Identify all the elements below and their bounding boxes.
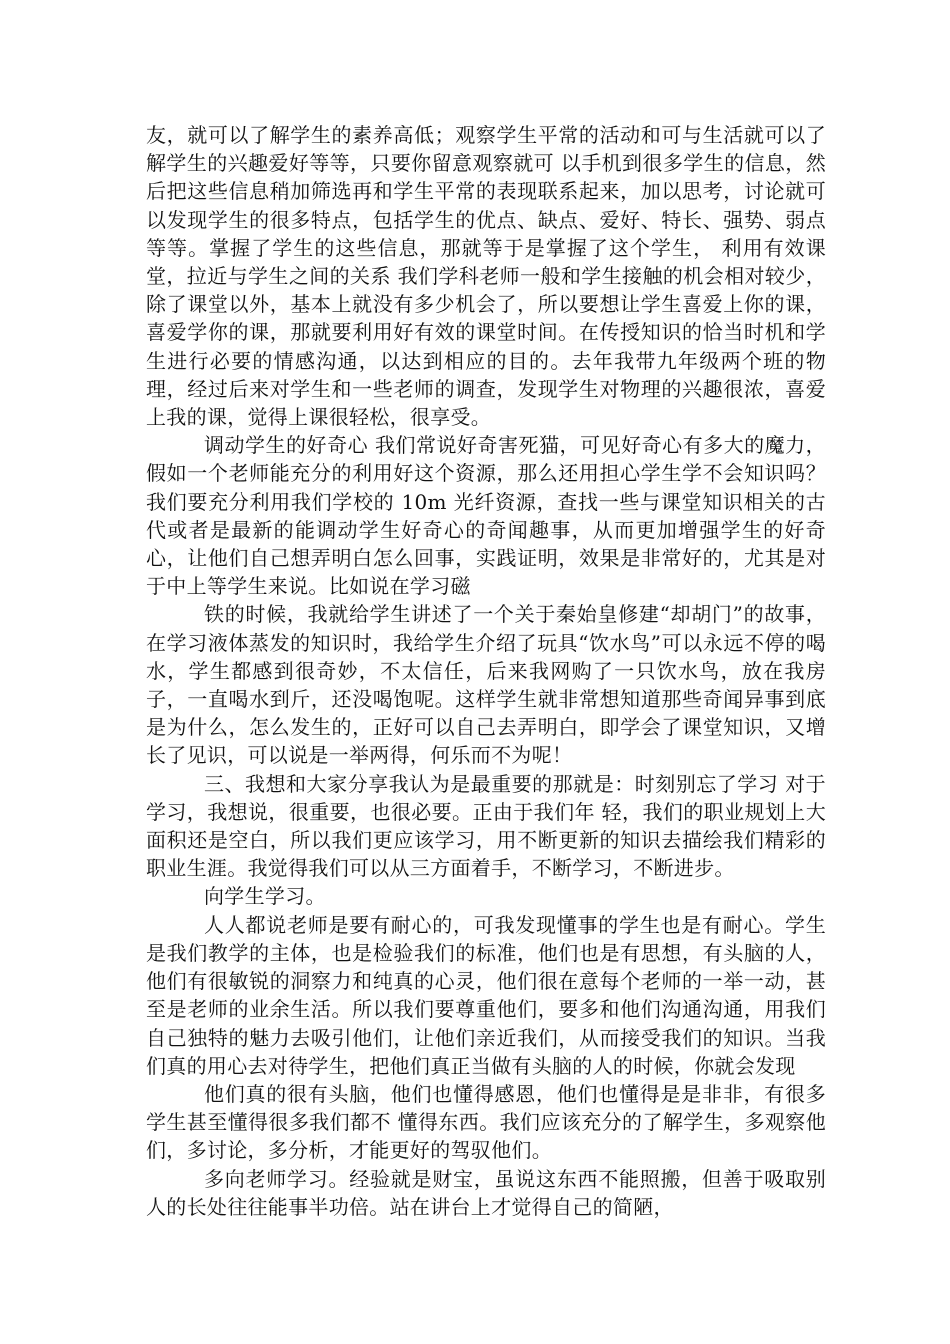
paragraph: 他们真的很有头脑，他们也懂得感恩，他们也懂得是是非非，有很多学生甚至懂得很多我们都不 懂得东西。我们应该充分的了解学生，多观察他们，多讨论，多分析，才能更好的驾驭他们。 <box>146 1081 826 1163</box>
document-page <box>146 121 826 1221</box>
paragraph: 向学生学习。 <box>204 884 326 909</box>
paragraph: 三、我想和大家分享我认为是最重要的那就是：时刻别忘了学习 对于学习，我想说，很重要，也很必要。正由于我们年 轻，我们的职业规划上大面积还是空白，所以我们更应该学习，用不断更新的知识去描绘我们精彩的职业生涯。我觉得我们可以从三方面着手，不断学习，不断进步。 <box>146 771 826 881</box>
paragraph: 调动学生的好奇心 我们常说好奇害死猫，可见好奇心有多大的魔力，假如一个老师能充分的利用好这个资源，那么还用担心学生学不会知识吗？我们要充分利用我们学校的 10m 光纤资源，查找一些与课堂知识相关的古代或者是最新的能调动学生好奇心的奇闻趣事，从而更加增强学生的好奇心，让他们自己想弄明白怎么回事，实践证明，效果是非常好的，尤其是对于中上等学生来说。比如说在学习磁 <box>146 433 826 599</box>
paragraph: 多向老师学习。经验就是财宝，虽说这东西不能照搬，但善于吸取别人的长处往往能事半功倍。站在讲台上才觉得自己的简陋， <box>146 1166 826 1219</box>
paragraph: 人人都说老师是要有耐心的，可我发现懂事的学生也是有耐心。学生是我们教学的主体，也是检验我们的标准，他们也是有思想，有头脑的人，他们有很敏锐的洞察力和纯真的心灵，他们很在意每个老师的一举一动，甚至是老师的业余生活。所以我们要尊重他们，要多和他们沟通沟通，用我们自己独特的魅力去吸引他们，让他们亲近我们，从而接受我们的知识。当我们真的用心去对待学生，把他们真正当做有头脑的人的时候，你就会发现 <box>146 912 826 1078</box>
paragraph: 铁的时候，我就给学生讲述了一个关于秦始皇修建“却胡门”的故事，在学习液体蒸发的知识时，我给学生介绍了玩具“饮水鸟”可以永远不停的喝水，学生都感到很奇妙，不太信任，后来我网购了一只饮水鸟，放在我房子，一直喝水到斤，还没喝饱呢。这样学生就非常想知道那些奇闻异事到底是为什么，怎么发生的，正好可以自己去弄明白，即学会了课堂知识，又增长了见识，可以说是一举两得，何乐而不为呢！ <box>146 602 826 768</box>
paragraph: 友，就可以了解学生的素养高低；观察学生平常的活动和可与生活就可以了解学生的兴趣爱好等等，只要你留意观察就可 以手机到很多学生的信息，然后把这些信息稍加筛选再和学生平常的表现联系起来，加以思考，讨论就可以发现学生的很多特点，包括学生的优点、缺点、爱好、特长、强势、弱点等等。掌握了学生的这些信息，那就等于是掌握了这个学生， 利用有效课堂，拉近与学生之间的关系 我们学科老师一般和学生接触的机会相对较少，除了课堂以外，基本上就没有多少机会了，所以要想让学生喜爱上你的课，喜爱学你的课，那就要利用好有效的课堂时间。在传授知识的恰当时机和学生进行必要的情感沟通，以达到相应的目的。去年我带九年级两个班的物理，经过后来对学生和一些老师的调查，发现学生对物理的兴趣很浓，喜爱上我的课，觉得上课很轻松，很享受。 <box>146 123 826 430</box>
